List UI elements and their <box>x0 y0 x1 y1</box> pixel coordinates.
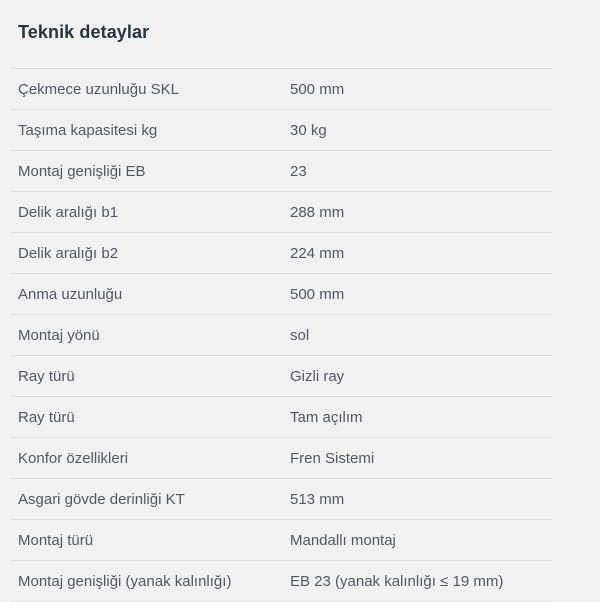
spec-label: Montaj genişliği EB <box>18 162 146 180</box>
spec-value: 288 mm <box>290 203 345 221</box>
table-row <box>10 560 552 601</box>
page-title: Teknik detaylar <box>18 22 150 42</box>
spec-label: Montaj genişliği (yanak kalınlığı) <box>18 572 232 590</box>
table-row <box>10 396 552 437</box>
spec-label: Montaj yönü <box>18 326 100 344</box>
spec-label: Ray türü <box>18 367 75 385</box>
spec-value: 30 kg <box>290 121 327 139</box>
spec-label: Asgari gövde derinliği KT <box>18 490 185 508</box>
spec-table <box>10 68 552 602</box>
spec-value: Tam açılım <box>290 408 363 426</box>
spec-label: Montaj türü <box>18 531 94 549</box>
table-row <box>10 109 552 150</box>
spec-label: Taşıma kapasitesi kg <box>18 121 158 139</box>
spec-value: Gizli ray <box>290 367 345 385</box>
table-row <box>10 232 552 273</box>
spec-label: Delik aralığı b1 <box>18 203 119 221</box>
table-row <box>10 150 552 191</box>
spec-value: 23 <box>290 162 307 180</box>
table-row <box>10 68 552 109</box>
spec-label: Konfor özellikleri <box>18 449 129 467</box>
spec-value: 224 mm <box>290 244 345 262</box>
spec-value: Fren Sistemi <box>290 449 375 467</box>
spec-value: 513 mm <box>290 490 345 508</box>
table-row <box>10 519 552 560</box>
spec-label: Anma uzunluğu <box>18 285 123 303</box>
spec-label: Delik aralığı b2 <box>18 244 119 262</box>
spec-value: 500 mm <box>290 285 345 303</box>
spec-value: sol <box>290 326 310 344</box>
table-row <box>10 273 552 314</box>
table-row <box>10 478 552 519</box>
spec-value: EB 23 (yanak kalınlığı ≤ 19 mm) <box>290 572 504 590</box>
table-row <box>10 355 552 396</box>
table-row <box>10 437 552 478</box>
spec-value: Mandallı montaj <box>290 531 396 549</box>
table-row <box>10 191 552 232</box>
spec-label: Ray türü <box>18 408 75 426</box>
table-row <box>10 314 552 355</box>
spec-value: 500 mm <box>290 80 345 98</box>
spec-label: Çekmece uzunluğu SKL <box>18 80 179 98</box>
